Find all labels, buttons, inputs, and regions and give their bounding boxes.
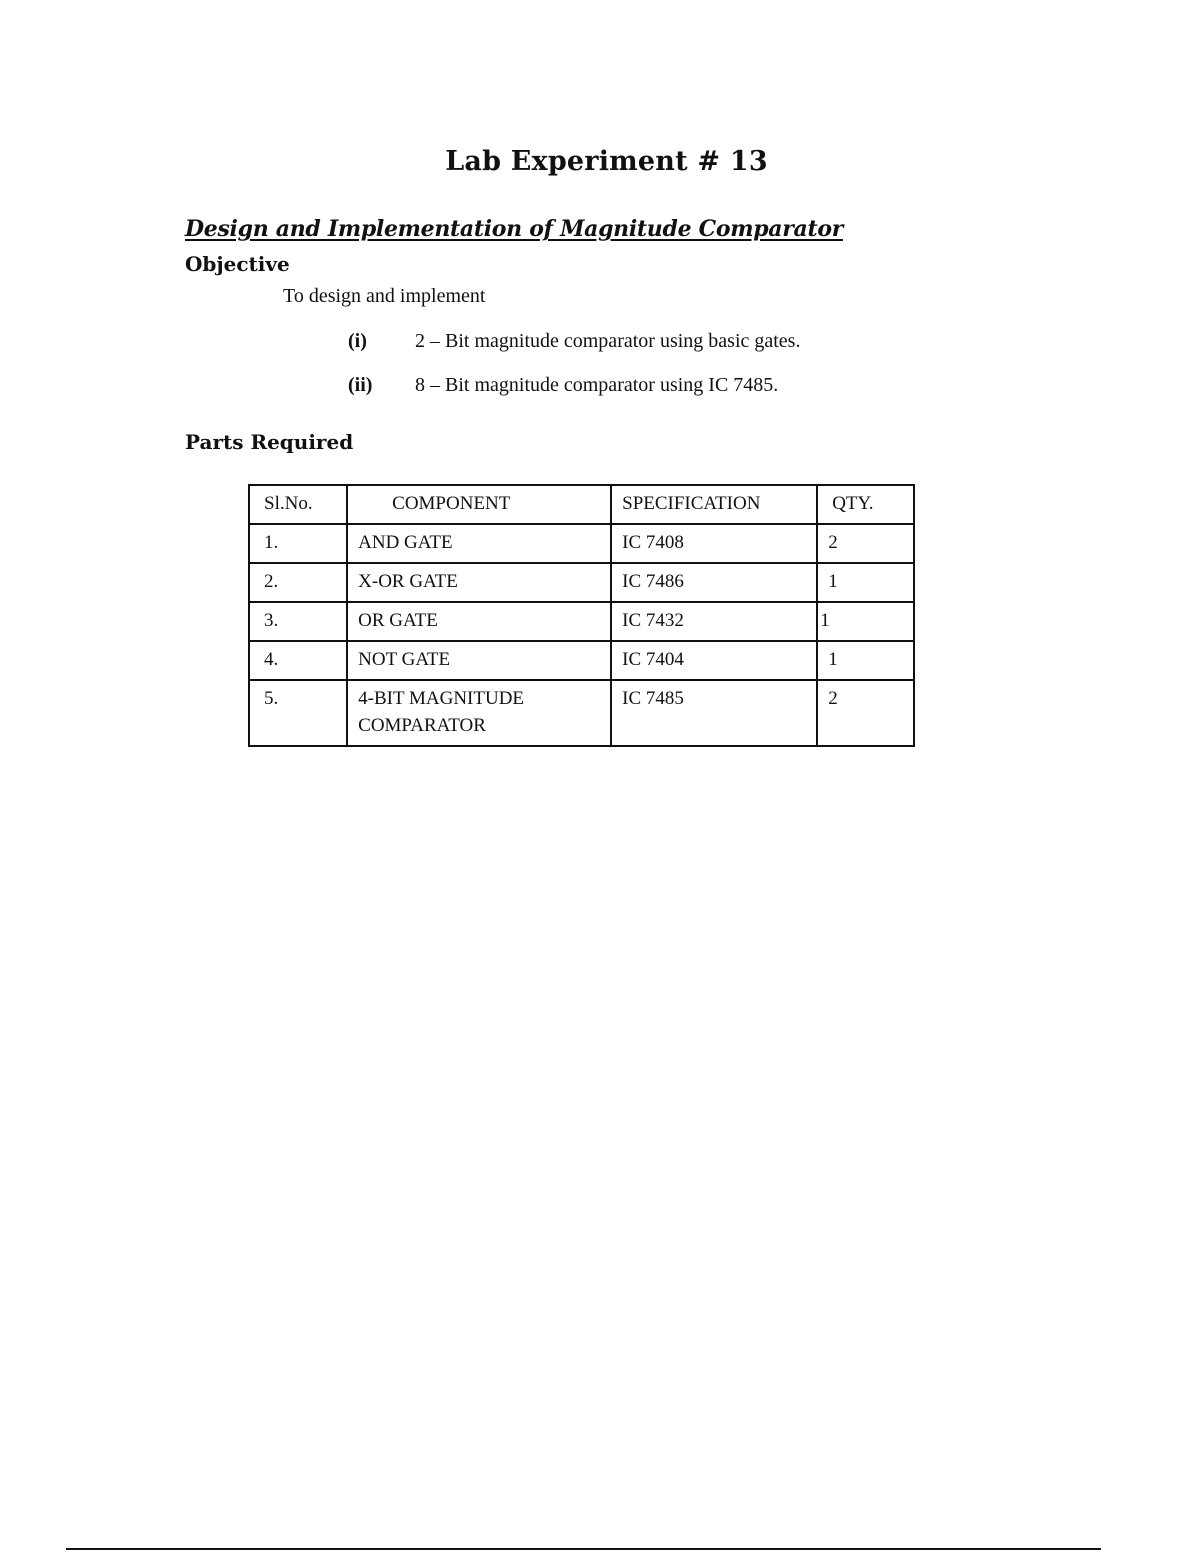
cell-slno: 3.	[249, 602, 347, 641]
cell-component: 4-BIT MAGNITUDE COMPARATOR	[347, 680, 611, 746]
cell-specification: IC 7486	[611, 563, 817, 602]
parts-table	[248, 484, 915, 747]
cell-specification: IC 7432	[611, 602, 817, 641]
table-row	[249, 524, 914, 563]
objective-item-number: (i)	[348, 330, 367, 352]
cell-qty: 2	[817, 524, 914, 563]
cell-slno: 5.	[249, 680, 347, 746]
cell-specification: IC 7408	[611, 524, 817, 563]
table-row	[249, 602, 914, 641]
table-row	[249, 563, 914, 602]
objective-item-text: 2 – Bit magnitude comparator using basic gates.	[415, 330, 801, 352]
table-header-row	[249, 485, 914, 524]
table-row	[249, 680, 914, 746]
objective-item-number: (ii)	[348, 374, 373, 396]
cell-component: AND GATE	[347, 524, 611, 563]
cell-component: OR GATE	[347, 602, 611, 641]
cell-slno: 2.	[249, 563, 347, 602]
cell-qty: 1	[817, 641, 914, 680]
cell-component: NOT GATE	[347, 641, 611, 680]
cell-slno: 1.	[249, 524, 347, 563]
page-title: Lab Experiment # 13	[445, 146, 768, 177]
experiment-subtitle: Design and Implementation of Magnitude Comparator	[185, 216, 843, 242]
objective-item-text: 8 – Bit magnitude comparator using IC 7485.	[415, 374, 779, 396]
cell-qty: 1	[817, 602, 914, 641]
header-cell-qty: QTY.	[817, 485, 914, 524]
header-cell-component: COMPONENT	[347, 485, 611, 524]
footer-divider	[66, 1548, 1101, 1550]
cell-specification: IC 7485	[611, 680, 817, 746]
parts-heading: Parts Required	[185, 430, 354, 454]
objective-intro: To design and implement	[283, 285, 486, 307]
cell-qty: 1	[817, 563, 914, 602]
cell-component: X-OR GATE	[347, 563, 611, 602]
objective-item	[348, 330, 800, 353]
objective-item	[348, 374, 778, 397]
cell-slno: 4.	[249, 641, 347, 680]
header-cell-specification: SPECIFICATION	[611, 485, 817, 524]
cell-qty: 2	[817, 680, 914, 746]
table-row	[249, 641, 914, 680]
header-cell-slno: Sl.No.	[249, 485, 347, 524]
cell-specification: IC 7404	[611, 641, 817, 680]
objective-heading: Objective	[185, 252, 290, 276]
